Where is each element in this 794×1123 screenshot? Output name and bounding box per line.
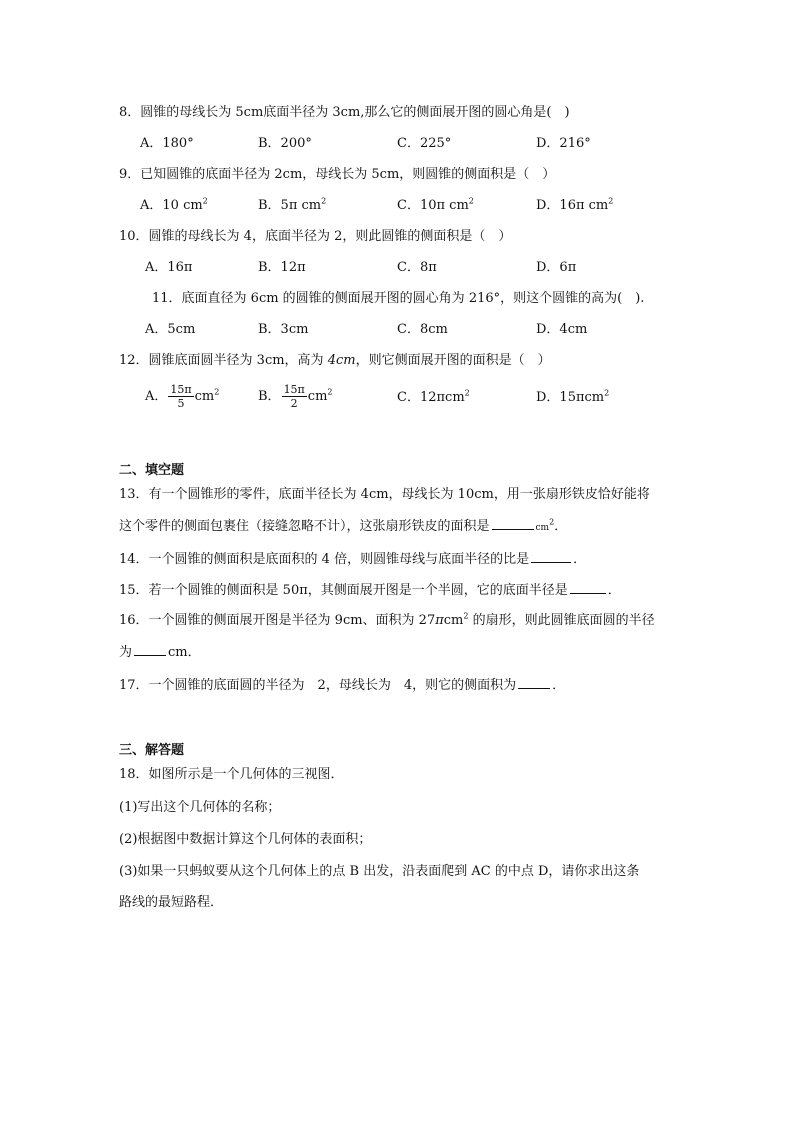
q17-text: 17．一个圆锥的底面圆的半径为 2，母线长为 4，则它的侧面积为 xyxy=(119,678,517,693)
question-14 xyxy=(119,550,586,569)
question-16-line-1 xyxy=(119,612,655,630)
fraction-denominator: 2 xyxy=(290,397,298,410)
q16-line2-unit: cm xyxy=(168,645,188,660)
q9-option-d xyxy=(536,197,613,215)
question-15 xyxy=(119,581,621,600)
q8-option-a: A．180° xyxy=(140,136,194,151)
q9-option-c-exponent: 2 xyxy=(468,196,474,206)
q16-answer-blank[interactable] xyxy=(134,643,166,656)
q12-option-a xyxy=(145,380,219,414)
q12-option-b xyxy=(258,380,333,414)
q12-option-b-label: B． xyxy=(258,389,281,404)
q11-option-a: A．5cm xyxy=(145,322,196,337)
q9-option-a xyxy=(140,197,208,215)
q12-option-a-exponent: 2 xyxy=(214,387,220,397)
q12-option-d-text: D．15πcm xyxy=(536,390,605,405)
question-18-part-2: (2)根据图中数据计算这个几何体的表面积； xyxy=(119,832,372,847)
q10-option-a: A．16π xyxy=(145,260,193,275)
q14-answer-blank[interactable] xyxy=(531,550,571,563)
q12-stem-tail: ，则它侧面展开图的面积是（ ） xyxy=(355,353,551,368)
q16-exponent: 2 xyxy=(463,611,469,621)
q9-option-d-text: D．16π cm xyxy=(536,198,609,213)
question-8-stem: 8．圆锥的母线长为 5cm底面半径为 3cm,那么它的侧面展开图的圆心角是( ) xyxy=(119,105,570,120)
q12-option-c-exponent: 2 xyxy=(464,388,470,398)
q9-option-c xyxy=(397,197,474,215)
q8-option-b: B．200° xyxy=(258,136,312,151)
q13-text: 这个零件的侧面包裹住（接缝忽略不计），这张扇形铁皮的面积是 xyxy=(119,519,490,534)
q12-stem-text: 12．圆锥底面圆半径为 3cm，高为 xyxy=(119,353,328,368)
q10-option-b: B．12π xyxy=(258,260,306,275)
question-12-stem xyxy=(119,352,551,370)
question-18-part-1: (1)写出这个几何体的名称； xyxy=(119,800,281,815)
q9-option-b-text: B．5π cm xyxy=(258,198,322,213)
question-17 xyxy=(119,676,565,695)
q16-end: ． xyxy=(187,645,201,660)
q15-end: ． xyxy=(607,583,621,598)
q16-text: 16．一个圆锥的侧面展开图是半径为 9cm、面积为 27 xyxy=(119,613,436,628)
question-18-part-3: (3)如果一只蚂蚁要从这个几何体上的点 B 出发，沿表面爬到 AC 的中点 D，请你求出这条 xyxy=(119,864,640,879)
q10-option-c: C．8π xyxy=(397,260,437,275)
q12-option-c xyxy=(397,389,470,407)
section-fill-in-title: 二、填空题 xyxy=(119,463,185,478)
question-9-stem: 9．已知圆锥的底面半径为 2cm，母线长为 5cm，则圆锥的侧面积是（ ） xyxy=(119,167,556,182)
q10-option-d: D．6π xyxy=(536,260,577,275)
fraction-numerator: 15π xyxy=(283,383,305,396)
q12-option-a-unit: cm xyxy=(194,389,215,404)
q12-option-c-text: C．12πcm xyxy=(397,390,465,405)
question-18-stem: 18．如图所示是一个几何体的三视图． xyxy=(119,767,344,782)
q12-option-d xyxy=(536,389,609,407)
q11-option-c: C．8cm xyxy=(397,322,448,337)
question-13-line-2 xyxy=(119,517,567,537)
q12-option-a-fraction xyxy=(168,383,193,410)
q12-stem-height: 4cm xyxy=(327,353,356,368)
q16-text-tail: 的扇形，则此圆锥底面圆的半径 xyxy=(468,613,655,628)
q9-option-c-text: C．10π cm xyxy=(397,198,469,213)
q13-end: ． xyxy=(554,519,568,534)
q8-option-d: D．216° xyxy=(536,136,591,151)
q9-option-a-exponent: 2 xyxy=(202,196,208,206)
q11-option-d: D．4cm xyxy=(536,322,588,337)
q12-option-a-label: A． xyxy=(145,389,168,404)
question-13-line-1: 13．有一个圆锥形的零件，底面半径长为 4cm，母线长为 10cm，用一张扇形铁皮恰好能将 xyxy=(119,487,650,502)
question-11-stem: 11．底面直径为 6cm 的圆锥的侧面展开图的圆心角为 216°，则这个圆锥的高为( ). xyxy=(152,291,645,306)
question-10-stem: 10．圆锥的母线长为 4，底面半径为 2，则此圆锥的侧面积是（ ） xyxy=(119,229,512,244)
q14-end: ． xyxy=(573,552,587,567)
q12-option-b-fraction xyxy=(282,383,307,410)
q15-answer-blank[interactable] xyxy=(570,581,606,594)
q12-option-b-exponent: 2 xyxy=(327,387,333,397)
q12-option-b-unit: cm xyxy=(307,389,328,404)
q13-unit: cm xyxy=(535,523,550,533)
q16-line2-text: 为 xyxy=(119,645,133,660)
q8-option-c: C．225° xyxy=(397,136,452,151)
section-answer-title: 三、解答题 xyxy=(119,743,185,758)
fraction-denominator: 5 xyxy=(177,397,185,410)
question-16-line-2 xyxy=(119,643,201,662)
q13-exponent: 2 xyxy=(549,517,555,527)
q9-option-b xyxy=(258,197,326,215)
q9-option-b-exponent: 2 xyxy=(321,196,327,206)
question-18-part-3-continued: 路线的最短路程． xyxy=(119,895,224,910)
q17-answer-blank[interactable] xyxy=(518,676,550,689)
q9-option-d-exponent: 2 xyxy=(608,196,614,206)
q15-text: 15．若一个圆锥的侧面积是 50π，其侧面展开图是一个半圆，它的底面半径是 xyxy=(119,583,568,598)
q17-end: ． xyxy=(552,678,566,693)
q14-text: 14．一个圆锥的侧面积是底面积的 4 倍，则圆锥母线与底面半径的比是 xyxy=(119,552,530,567)
q16-pi: π xyxy=(435,613,444,628)
q11-option-b: B．3cm xyxy=(258,322,309,337)
q12-option-d-exponent: 2 xyxy=(604,388,610,398)
q13-answer-blank[interactable] xyxy=(492,517,534,530)
fraction-numerator: 15π xyxy=(170,383,192,396)
q16-unit: cm xyxy=(443,613,464,628)
q9-option-a-text: A．10 cm xyxy=(140,198,203,213)
